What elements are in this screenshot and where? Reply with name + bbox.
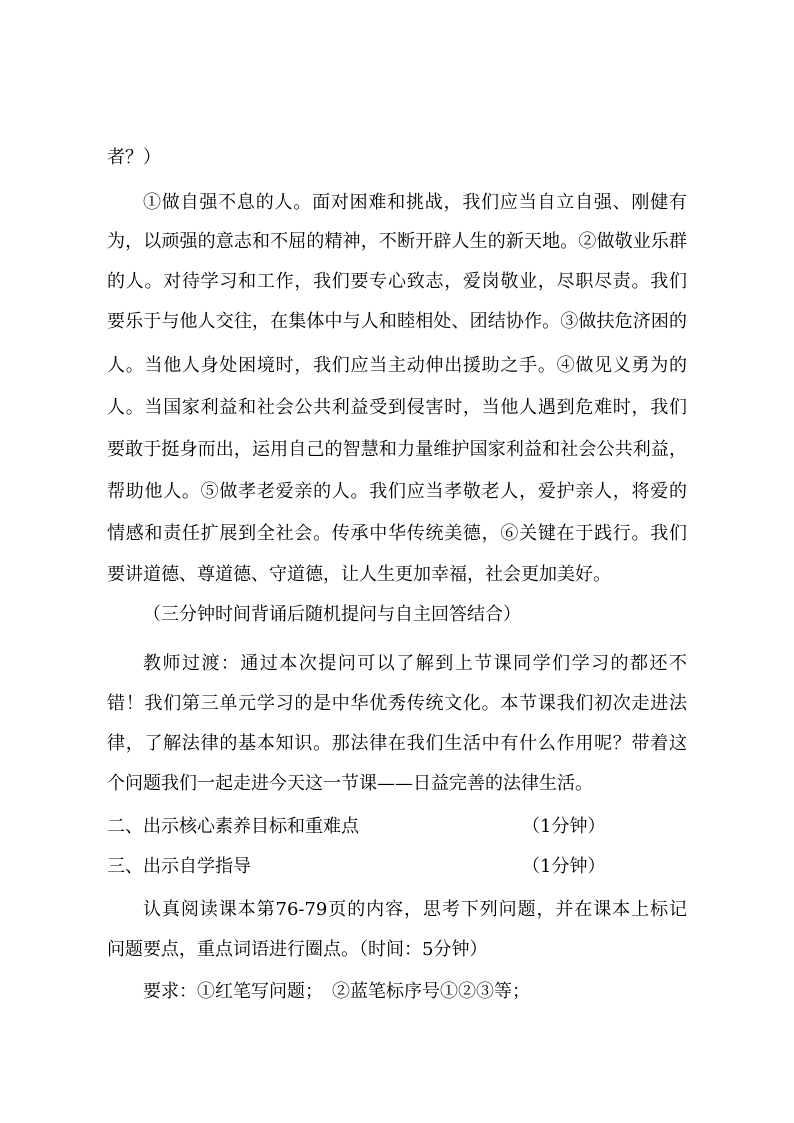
text-line: 帮助他人。⑤做孝老爱亲的人。我们应当孝敬老人，爱护亲人，将爱的 bbox=[107, 481, 687, 502]
text-line: 教师过渡：通过本次提问可以了解到上节课同学们学习的都还不 bbox=[143, 653, 687, 674]
section-title: 二、出示核心素养目标和重难点 bbox=[107, 816, 359, 837]
text-line: 者？） bbox=[107, 147, 161, 168]
text-line: 情感和责任扩展到全社会。传承中华传统美德，⑥关键在于践行。我们 bbox=[107, 523, 687, 544]
text-line: 人。当国家利益和社会公共利益受到侵害时，当他人遇到危难时，我们 bbox=[107, 397, 687, 418]
section-time: （1分钟） bbox=[522, 816, 606, 837]
section-heading-2 bbox=[107, 815, 687, 839]
text-line: 要求：①红笔写问题； ②蓝笔标序号①②③等； bbox=[143, 981, 530, 1002]
text-line: ①做自强不息的人。面对困难和挑战，我们应当自立自强、刚健有 bbox=[143, 192, 687, 213]
text-line: 个问题我们一起走进今天这一节课——日益完善的法律生活。 bbox=[107, 773, 593, 794]
text-line: 要敢于挺身而出，运用自己的智慧和力量维护国家利益和社会公共利益， bbox=[107, 439, 687, 460]
text-line: 的人。对待学习和工作，我们要专心致志，爱岗敬业，尽职尽责。我们 bbox=[107, 271, 687, 292]
text-line: 要讲道德、尊道德、守道德，让人生更加幸福，社会更加美好。 bbox=[107, 564, 611, 585]
text-line: 律，了解法律的基本知识。那法律在我们生活中有什么作用呢？带着这 bbox=[107, 733, 687, 754]
text-line: 认真阅读课本第76-79页的内容，思考下列问题，并在课本上标记 bbox=[143, 899, 687, 920]
text-line: 错！我们第三单元学习的是中华优秀传统文化。本节课我们初次走进法 bbox=[107, 693, 687, 714]
text-line: 要乐于与他人交往，在集体中与人和睦相处、团结协作。③做扶危济困的 bbox=[107, 311, 687, 332]
text-line: 为，以顽强的意志和不屈的精神，不断开辟人生的新天地。②做敬业乐群 bbox=[107, 231, 687, 252]
section-heading-3 bbox=[107, 855, 687, 879]
section-time: （1分钟） bbox=[522, 856, 606, 877]
text-line: 人。当他人身处困境时，我们应当主动伸出援助之手。④做见义勇为的 bbox=[107, 355, 687, 376]
section-title: 三、出示自学指导 bbox=[107, 856, 251, 877]
text-line: （三分钟时间背诵后随机提问与自主回答结合） bbox=[143, 604, 521, 625]
text-line: 问题要点，重点词语进行圈点。（时间：5分钟） bbox=[107, 939, 488, 960]
